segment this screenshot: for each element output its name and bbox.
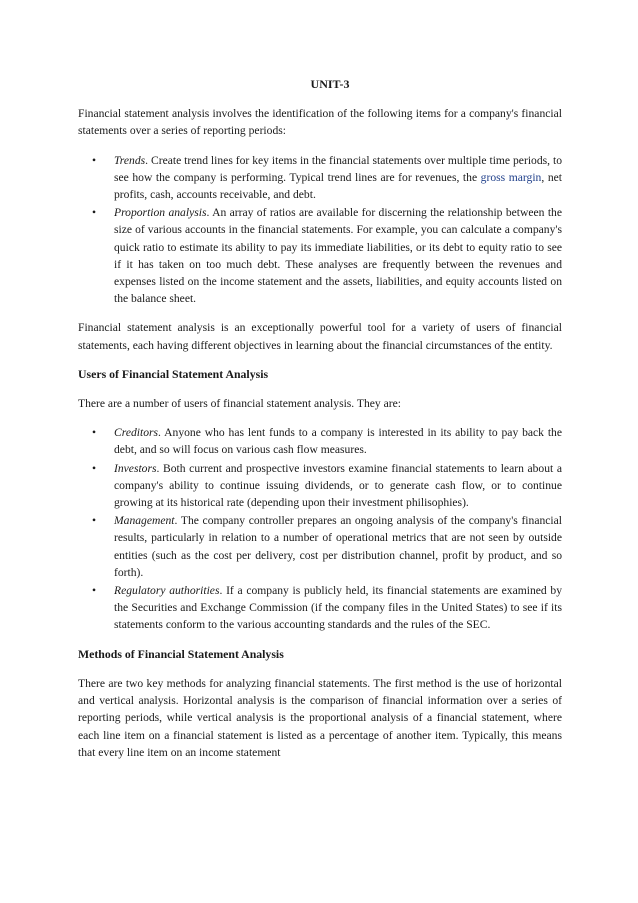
bullet-icon: •: [92, 206, 97, 220]
users-intro: There are a number of users of financial statement analysis. They are:: [78, 397, 401, 411]
bullet-icon: •: [92, 426, 97, 440]
list-item-investors: [78, 460, 562, 512]
term-trends: Trends: [114, 153, 146, 167]
investors-text: . Both current and prospective investors examine financial statements to learn about a company's ability to continue issuing dividends, or to generate cash flow, or to continue growing at its historical rate (depending upon their investment philisophies).: [114, 461, 562, 510]
bullet-icon: •: [92, 514, 97, 528]
list-item-management: [78, 512, 562, 581]
list-item-trends: [78, 152, 562, 204]
page-title: UNIT-3: [310, 77, 350, 91]
trends-text-pre: . Create trend lines for key items in the financial statements over multiple time periods, to see how the company is performing. Typical trend lines are for revenues, the: [114, 153, 562, 184]
bullet-icon: •: [92, 153, 97, 167]
methods-paragraph: There are two key methods for analyzing financial statements. The first method is the use of horizontal and vertical analysis. Horizontal analysis is the comparison of financial information over a series of reporting periods, while vertical analysis is the proportional analysis of a financial statement, where each line item on a financial statement is listed as a percentage of another item. Typically, this means that every line item on an income statement: [78, 676, 562, 759]
term-regulatory-authorities: Regulatory authorities: [114, 584, 220, 598]
regulatory-text: . If a company is publicly held, its financial statements are examined by the Securities and Exchange Commission (if the company files in the United States) to see if its statements conform to the various accounting standards and the rules of the SEC.: [114, 584, 562, 632]
analysis-items-list: [78, 152, 562, 308]
bullet-icon: •: [92, 584, 97, 598]
document-page: [78, 76, 562, 773]
term-investors: Investors: [114, 461, 157, 475]
term-management: Management: [114, 514, 175, 528]
list-item-regulatory-authorities: [78, 582, 562, 634]
term-creditors: Creditors: [114, 426, 159, 440]
management-text: . The company controller prepares an ongoing analysis of the company's financial results, particularly in relation to a number of operational metrics that are not seen by outside entities (such as the cost per delivery, cost per distribution channel, profit by product, and so forth).: [114, 514, 562, 579]
trends-text-post: , net profits, cash, accounts receivable, and debt.: [114, 170, 562, 202]
methods-heading: Methods of Financial Statement Analysis: [78, 646, 284, 661]
users-heading: Users of Financial Statement Analysis: [78, 366, 269, 381]
proportion-text: . An array of ratios are available for discerning the relationship between the size of various accounts in the financial statements. For example, you can calculate a company's quick ratio to estimate its ability to pay its immediate liabilities, or its debt to equity ratio to see if it has taken on too much debt. These analyses are frequently between the revenues and expenses listed on the income statement and the assets, liabilities, and equity accounts listed on the balance sheet.: [114, 206, 562, 306]
bullet-icon: •: [92, 461, 97, 475]
gross-margin-link[interactable]: gross margin: [480, 170, 542, 184]
users-list: [78, 424, 562, 633]
creditors-text: . Anyone who has lent funds to a company is interested in its ability to pay back the debt, and so will focus on various cash flow measures.: [114, 426, 562, 457]
list-item-creditors: [78, 424, 562, 458]
list-item-proportion-analysis: [78, 204, 562, 307]
tool-paragraph: Financial statement analysis is an exceptionally powerful tool for a variety of users of financial statements, each having different objectives in learning about the financial circumstances of the entity.: [78, 321, 562, 352]
term-proportion-analysis: Proportion analysis: [114, 206, 207, 220]
intro-paragraph: Financial statement analysis involves the identification of the following items for a company's financial statements over a series of reporting periods:: [78, 107, 562, 138]
